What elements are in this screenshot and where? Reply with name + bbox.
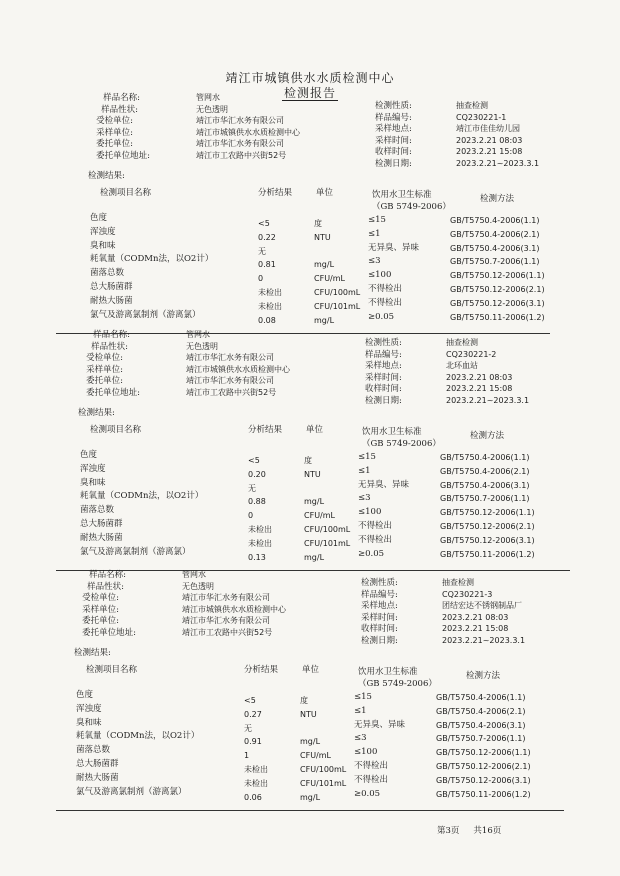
sample-separator [56, 810, 564, 811]
value-test-date: 2023.2.21~2023.3.1 [446, 395, 530, 405]
value-receive-time: 2023.2.21 15:08 [446, 384, 513, 393]
header-standard-code: （GB 5749-2006） [362, 439, 441, 449]
page-total: 共16页 [473, 826, 502, 836]
method-value: GB/T5750.12-2006(1.1) [440, 508, 535, 518]
label-sampling-unit: 采样单位: [82, 604, 119, 615]
method-value: GB/T5750.12-2006(2.1) [440, 522, 535, 531]
unit-value: mg/L [300, 792, 321, 802]
method-value: GB/T5750.4-2006(3.1) [440, 480, 530, 490]
item-name: 氯气及游离氯制剂（游离氯） [76, 786, 187, 797]
item-name: 氯气及游离氯制剂（游离氯） [90, 309, 201, 320]
value-sampling-site: 靖江市佳佳幼儿园 [456, 124, 520, 133]
label-sample-no: 样品编号: [365, 349, 402, 360]
result-value: <5 [248, 456, 260, 465]
label-inspected-unit: 受检单位: [96, 116, 133, 126]
value-inspected-unit: 靖江市华汇水务有限公司 [182, 593, 270, 602]
header-item: 检测项目名称 [86, 665, 138, 675]
doc-title-text: 检测报告 [283, 86, 336, 100]
unit-value: 度 [304, 456, 312, 465]
unit-value: CFU/101mL [314, 301, 361, 311]
standard-value: ≤3 [358, 493, 371, 504]
result-value: 无 [244, 723, 252, 733]
standard-value: ≤1 [368, 228, 381, 239]
label-sampling-site: 采样地点: [375, 124, 412, 134]
value-client-address: 靖江市工农路中兴街52号 [182, 627, 273, 637]
unit-value: mg/L [304, 497, 325, 507]
standard-value: ≤15 [354, 692, 372, 702]
value-nature: 抽查检测 [446, 338, 478, 347]
label-test-date: 检测日期: [361, 635, 398, 646]
item-name: 总大肠菌群 [80, 519, 123, 529]
header-standard-code: （GB 5749-2006） [358, 679, 437, 689]
label-client-unit: 委托单位: [86, 376, 123, 386]
header-unit: 单位 [316, 188, 334, 198]
unit-value: 度 [300, 696, 308, 705]
label-sampling-unit: 采样单位: [86, 364, 123, 375]
item-name: 菌落总数 [90, 268, 125, 279]
header-unit: 单位 [302, 665, 320, 675]
result-value: 0.22 [258, 232, 276, 242]
unit-value: 度 [314, 219, 322, 228]
unit-value: CFU/100mL [300, 765, 347, 774]
standard-value: ≤1 [358, 465, 371, 476]
unit-value: NTU [314, 232, 331, 242]
method-value: GB/T5750.12-2006(2.1) [436, 762, 531, 771]
label-sample-state: 样品性状: [91, 341, 128, 352]
value-sample-name: 管网水 [186, 330, 210, 339]
result-value: 未检出 [258, 301, 282, 311]
unit-value: CFU/100mL [304, 525, 351, 534]
header-result: 分析结果 [248, 425, 283, 435]
value-sampling-unit: 靖江市城镇供水水质检测中心 [182, 604, 286, 614]
header-item: 检测项目名称 [90, 425, 142, 435]
label-sample-name: 样品名称: [89, 570, 126, 580]
header-method: 检测方法 [470, 431, 505, 441]
label-result: 检测结果: [88, 171, 125, 181]
unit-value: mg/L [304, 552, 325, 562]
label-client-address: 委托单位地址: [82, 627, 136, 638]
standard-value: ≤100 [368, 270, 392, 281]
value-client-address: 靖江市工农路中兴街52号 [196, 150, 287, 160]
standard-value: ≤100 [354, 747, 378, 758]
result-value: 0.20 [248, 469, 266, 479]
item-name: 浑浊度 [90, 226, 116, 237]
label-sampling-time: 采样时间: [361, 612, 398, 623]
header-standard: 饮用水卫生标准 [372, 190, 432, 200]
standard-value: 不得检出 [368, 284, 403, 294]
value-sampling-time: 2023.2.21 08:03 [442, 612, 509, 622]
item-name: 耗氧量（CODMn法，以O2计） [80, 491, 204, 502]
page-number: 第3页 [437, 826, 460, 836]
value-client-unit: 靖江市华汇水务有限公司 [186, 376, 274, 385]
header-standard-code: （GB 5749-2006） [372, 202, 451, 212]
unit-value: mg/L [300, 737, 321, 747]
method-value: GB/T5750.12-2006(1.1) [436, 748, 531, 758]
label-result: 检测结果: [78, 408, 115, 418]
label-sample-name: 样品名称: [103, 93, 140, 103]
header-method: 检测方法 [480, 194, 515, 204]
label-test-date: 检测日期: [375, 158, 412, 169]
label-sample-state: 样品性状: [87, 581, 124, 592]
result-value: <5 [244, 696, 256, 705]
unit-value: mg/L [314, 260, 335, 270]
standard-value: ≥0.05 [358, 548, 385, 559]
label-sample-no: 样品编号: [361, 589, 398, 600]
page-footer [437, 824, 515, 836]
label-test-date: 检测日期: [365, 395, 402, 406]
value-receive-time: 2023.2.21 15:08 [442, 624, 509, 633]
value-sample-state: 无色透明 [186, 341, 218, 351]
item-name: 总大肠菌群 [76, 759, 119, 769]
value-nature: 抽查检测 [442, 578, 474, 587]
method-value: GB/T5750.4-2006(3.1) [450, 243, 540, 253]
result-value: 未检出 [248, 538, 272, 548]
item-name: 总大肠菌群 [90, 282, 133, 292]
result-value: 0.91 [244, 737, 262, 747]
label-client-address: 委托单位地址: [96, 150, 150, 161]
value-sampling-unit: 靖江市城镇供水水质检测中心 [186, 364, 290, 374]
method-value: GB/T5750.7-2006(1.1) [436, 734, 526, 744]
item-name: 色度 [80, 450, 98, 460]
value-sample-name: 管网水 [182, 570, 206, 579]
method-value: GB/T5750.4-2006(1.1) [440, 453, 530, 462]
item-name: 臭和味 [90, 240, 116, 251]
label-receive-time: 收样时间: [375, 147, 412, 157]
unit-value: CFU/100mL [314, 288, 361, 297]
standard-value: ≤100 [358, 507, 382, 518]
result-value: 0 [248, 511, 254, 521]
value-client-unit: 靖江市华汇水务有限公司 [182, 616, 270, 625]
result-value: 无 [248, 483, 256, 493]
unit-value: CFU/101mL [300, 778, 347, 788]
value-test-date: 2023.2.21~2023.3.1 [456, 158, 540, 168]
result-value: 0.27 [244, 709, 262, 719]
method-value: GB/T5750.4-2006(1.1) [450, 216, 540, 225]
method-value: GB/T5750.11-2006(1.2) [436, 789, 531, 799]
value-inspected-unit: 靖江市华汇水务有限公司 [186, 353, 274, 362]
standard-value: 不得检出 [368, 297, 403, 308]
label-client-unit: 委托单位: [96, 139, 133, 149]
item-name: 臭和味 [80, 477, 106, 488]
result-value: 0.08 [258, 315, 276, 325]
result-value: 0 [258, 274, 264, 284]
standard-value: ≥0.05 [368, 311, 395, 322]
result-value: 无 [258, 246, 266, 256]
method-value: GB/T5750.4-2006(2.1) [450, 229, 540, 239]
result-value: 1 [244, 751, 250, 761]
label-sampling-site: 采样地点: [361, 601, 398, 611]
label-sampling-time: 采样时间: [375, 135, 412, 146]
unit-value: CFU/101mL [304, 538, 351, 548]
standard-value: 不得检出 [354, 761, 389, 771]
result-value: 0.88 [248, 497, 266, 507]
value-client-address: 靖江市工农路中兴街52号 [186, 387, 277, 397]
item-name: 色度 [90, 213, 108, 223]
item-name: 菌落总数 [80, 505, 115, 516]
value-sample-name: 管网水 [196, 93, 220, 102]
label-sampling-site: 采样地点: [365, 361, 402, 371]
standard-value: ≥0.05 [354, 788, 381, 799]
label-receive-time: 收样时间: [365, 384, 402, 394]
method-value: GB/T5750.7-2006(1.1) [440, 494, 530, 504]
label-sample-no: 样品编号: [375, 112, 412, 123]
method-value: GB/T5750.12-2006(1.1) [450, 271, 545, 281]
sample-separator [56, 570, 570, 571]
value-client-unit: 靖江市华汇水务有限公司 [196, 139, 284, 148]
result-value: 未检出 [248, 525, 272, 534]
result-value: 0.13 [248, 552, 266, 562]
standard-value: 无异臭、异味 [358, 479, 410, 490]
value-sample-state: 无色透明 [182, 581, 214, 591]
label-result: 检测结果: [74, 648, 111, 658]
label-nature: 检测性质: [361, 578, 398, 588]
item-name: 氯气及游离氯制剂（游离氯） [80, 546, 191, 557]
result-value: 未检出 [244, 778, 268, 788]
method-value: GB/T5750.11-2006(1.2) [440, 549, 535, 559]
value-test-date: 2023.2.21~2023.3.1 [442, 635, 526, 645]
item-name: 色度 [76, 690, 94, 700]
unit-value: mg/L [314, 315, 335, 325]
org-title: 靖江市城镇供水水质检测中心 [225, 71, 395, 85]
method-value: GB/T5750.4-2006(2.1) [440, 466, 530, 476]
label-sampling-time: 采样时间: [365, 372, 402, 383]
value-sampling-time: 2023.2.21 08:03 [446, 372, 513, 382]
value-sampling-unit: 靖江市城镇供水水质检测中心 [196, 127, 300, 137]
value-inspected-unit: 靖江市华汇水务有限公司 [196, 116, 284, 125]
item-name: 耐热大肠菌 [80, 532, 123, 543]
item-name: 浑浊度 [80, 463, 106, 474]
method-value: GB/T5750.12-2006(3.1) [436, 775, 531, 785]
result-value: 未检出 [258, 288, 282, 297]
method-value: GB/T5750.12-2006(3.1) [440, 535, 535, 545]
unit-value: CFU/mL [314, 274, 345, 284]
value-sample-state: 无色透明 [196, 104, 228, 114]
method-value: GB/T5750.12-2006(2.1) [450, 285, 545, 294]
standard-value: 不得检出 [358, 521, 393, 531]
unit-value: NTU [300, 709, 317, 719]
value-sample-no: CQ230221-2 [446, 349, 497, 359]
label-sample-name: 样品名称: [93, 330, 130, 340]
method-value: GB/T5750.4-2006(3.1) [436, 720, 526, 730]
item-name: 臭和味 [76, 717, 102, 728]
standard-value: ≤15 [358, 452, 376, 462]
unit-value: NTU [304, 469, 321, 479]
standard-value: 不得检出 [358, 534, 393, 545]
value-sample-no: CQ230221-1 [456, 112, 507, 122]
standard-value: 无异臭、异味 [368, 242, 420, 253]
label-client-address: 委托单位地址: [86, 387, 140, 398]
header-standard: 饮用水卫生标准 [362, 427, 422, 437]
result-value: 0.81 [258, 260, 276, 270]
standard-value: 无异臭、异味 [354, 719, 406, 730]
header-result: 分析结果 [258, 188, 293, 198]
value-sampling-site: 北环血站 [446, 361, 478, 370]
value-sampling-site: 团结宏达不锈钢制品厂 [442, 601, 522, 610]
item-name: 菌落总数 [76, 745, 111, 756]
label-sample-state: 样品性状: [101, 104, 138, 115]
item-name: 耗氧量（CODMn法，以O2计） [90, 254, 214, 265]
header-result: 分析结果 [244, 665, 279, 675]
unit-value: CFU/mL [304, 511, 335, 521]
header-standard: 饮用水卫生标准 [358, 667, 418, 677]
result-value: <5 [258, 219, 270, 228]
value-sample-no: CQ230221-3 [442, 589, 493, 599]
method-value: GB/T5750.12-2006(3.1) [450, 298, 545, 308]
value-receive-time: 2023.2.21 15:08 [456, 147, 523, 156]
standard-value: ≤15 [368, 215, 386, 225]
label-receive-time: 收样时间: [361, 624, 398, 634]
label-nature: 检测性质: [375, 101, 412, 111]
label-inspected-unit: 受检单位: [82, 593, 119, 603]
standard-value: ≤3 [354, 733, 367, 744]
method-value: GB/T5750.11-2006(1.2) [450, 312, 545, 322]
method-value: GB/T5750.7-2006(1.1) [450, 257, 540, 267]
method-value: GB/T5750.4-2006(2.1) [436, 706, 526, 716]
item-name: 耗氧量（CODMn法，以O2计） [76, 731, 200, 742]
header-unit: 单位 [306, 425, 324, 435]
label-client-unit: 委托单位: [82, 616, 119, 626]
item-name: 耐热大肠菌 [76, 772, 119, 783]
result-value: 未检出 [244, 765, 268, 774]
label-inspected-unit: 受检单位: [86, 353, 123, 363]
doc-title [0, 84, 620, 101]
label-nature: 检测性质: [365, 338, 402, 348]
unit-value: CFU/mL [300, 751, 331, 761]
method-value: GB/T5750.4-2006(1.1) [436, 693, 526, 702]
standard-value: ≤1 [354, 705, 367, 716]
item-name: 浑浊度 [76, 703, 102, 714]
standard-value: ≤3 [368, 256, 381, 267]
header-item: 检测项目名称 [100, 188, 152, 198]
item-name: 耐热大肠菌 [90, 295, 133, 306]
standard-value: 不得检出 [354, 774, 389, 785]
value-sampling-time: 2023.2.21 08:03 [456, 135, 523, 145]
label-sampling-unit: 采样单位: [96, 127, 133, 138]
result-value: 0.06 [244, 792, 262, 802]
value-nature: 抽查检测 [456, 101, 488, 110]
header-method: 检测方法 [466, 671, 501, 681]
